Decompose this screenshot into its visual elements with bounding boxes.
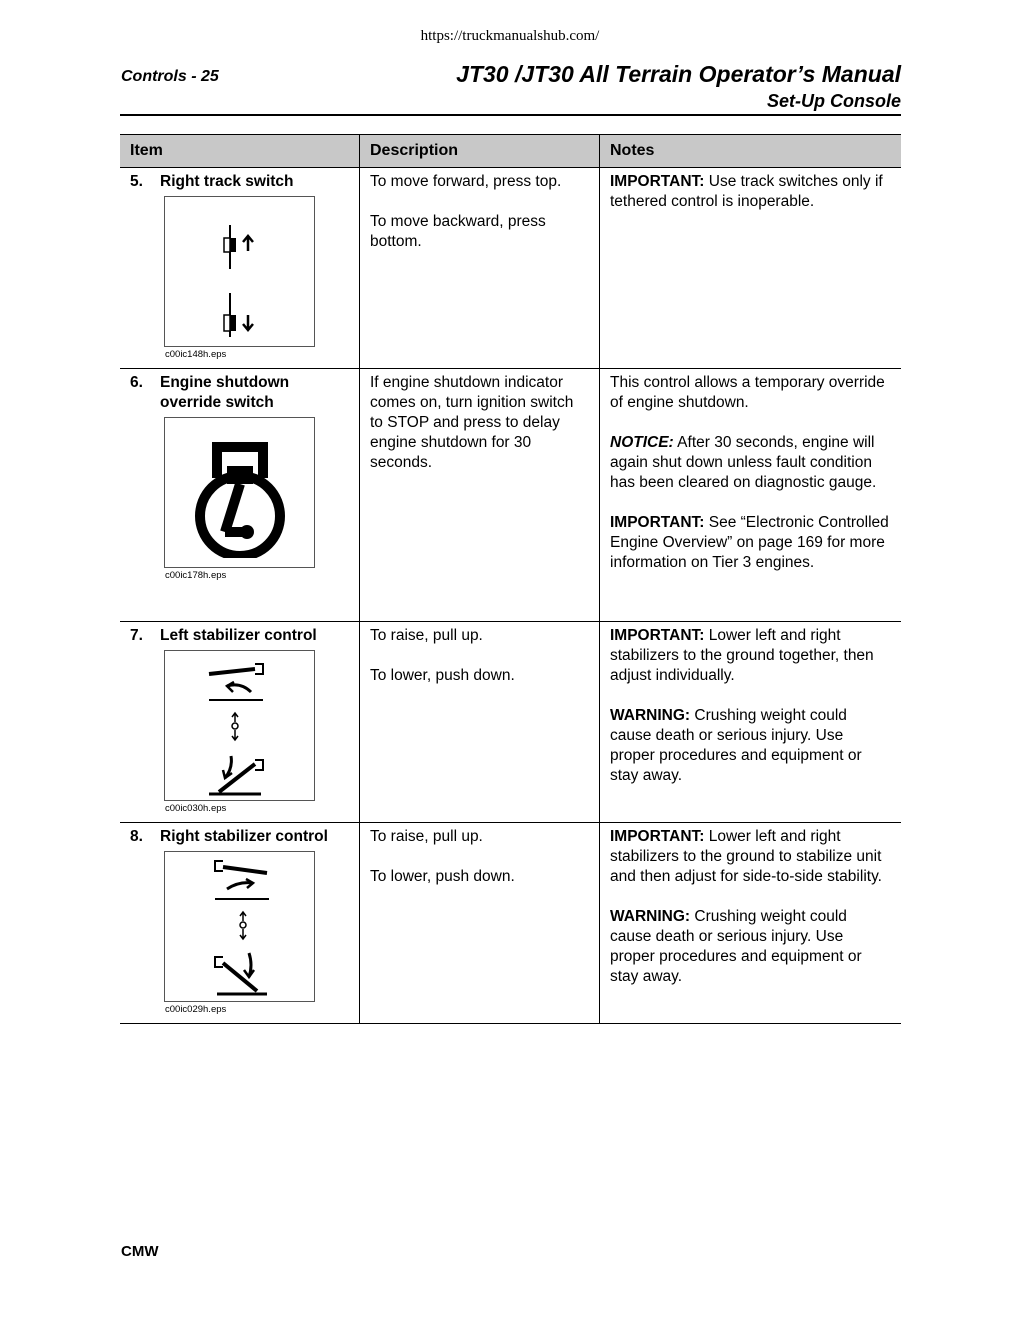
header-divider bbox=[120, 114, 901, 116]
item-cell bbox=[120, 369, 360, 622]
table-row bbox=[120, 369, 901, 622]
description-text: To lower, push down. bbox=[370, 667, 515, 684]
manual-title: JT30 /JT30 All Terrain Operator’s Manual bbox=[456, 61, 901, 87]
item-title: Right track switch bbox=[160, 173, 294, 190]
controls-table bbox=[120, 134, 901, 1024]
source-url[interactable]: https://truckmanualshub.com/ bbox=[420, 28, 600, 44]
notes-cell bbox=[600, 369, 902, 622]
note-text: Use track switches only if tethered control is inoperable. bbox=[610, 173, 883, 210]
engine-override-icon bbox=[164, 417, 315, 568]
table-row bbox=[120, 622, 901, 823]
note-text: Crushing weight could cause death or serious injury. Use proper procedures and equipment or stay away. bbox=[610, 707, 862, 784]
figure-label: c00ic178h.eps bbox=[165, 570, 227, 581]
note-label: IMPORTANT: bbox=[610, 828, 705, 845]
item-number: 6. bbox=[130, 374, 143, 391]
note-paragraph bbox=[610, 706, 891, 786]
description-text: To lower, push down. bbox=[370, 868, 515, 885]
note-label: IMPORTANT: bbox=[610, 627, 705, 644]
column-header-notes: Notes bbox=[600, 135, 902, 168]
description-text: To move forward, press top. bbox=[370, 173, 562, 190]
right-stabilizer-icon bbox=[164, 851, 315, 1002]
item-title: Engine shutdown override switch bbox=[160, 374, 290, 411]
description-text: If engine shutdown indicator comes on, turn ignition switch to STOP and press to delay engine shutdown for 30 seconds. bbox=[370, 374, 574, 471]
item-number: 5. bbox=[130, 173, 143, 190]
description-cell bbox=[360, 369, 600, 622]
figure-label: c00ic030h.eps bbox=[165, 803, 227, 814]
left-stabilizer-icon bbox=[164, 650, 315, 801]
note-text: See “Electronic Controlled Engine Overview” on page 169 for more information on Tier 3 engines. bbox=[610, 514, 889, 571]
note-label: NOTICE: bbox=[610, 434, 674, 451]
notes-cell bbox=[600, 823, 902, 1024]
note-paragraph: This control allows a temporary override of engine shutdown. bbox=[610, 374, 885, 411]
note-text: Crushing weight could cause death or serious injury. Use proper procedures and equipment or stay away. bbox=[610, 908, 862, 985]
note-paragraph bbox=[610, 626, 891, 686]
notes-cell bbox=[600, 168, 902, 369]
figure-label: c00ic029h.eps bbox=[165, 1004, 227, 1015]
item-title: Left stabilizer control bbox=[160, 627, 317, 644]
notes-cell bbox=[600, 622, 902, 823]
table-row bbox=[120, 168, 901, 369]
note-label: IMPORTANT: bbox=[610, 173, 705, 190]
description-cell bbox=[360, 168, 600, 369]
item-number: 7. bbox=[130, 627, 143, 644]
description-text: To move backward, press bottom. bbox=[370, 213, 546, 250]
item-cell bbox=[120, 823, 360, 1024]
track-switch-icon bbox=[164, 196, 315, 347]
table-header-row bbox=[120, 135, 901, 168]
note-text: Lower left and right stabilizers to the ground to stabilize unit and then adjust for side-to-side stability. bbox=[610, 828, 882, 885]
note-text: Lower left and right stabilizers to the ground together, then adjust individually. bbox=[610, 627, 874, 684]
note-label: IMPORTANT: bbox=[610, 514, 705, 531]
description-cell bbox=[360, 622, 600, 823]
note-text: After 30 seconds, engine will again shut down unless fault condition has been cleared on diagnostic gauge. bbox=[610, 434, 877, 491]
section-page-label: Controls - 25 bbox=[121, 68, 219, 85]
column-header-item: Item bbox=[120, 135, 360, 168]
note-label: WARNING: bbox=[610, 707, 691, 724]
note-paragraph bbox=[610, 433, 891, 493]
table-row bbox=[120, 823, 901, 1024]
note-paragraph bbox=[610, 172, 891, 212]
footer-label: CMW bbox=[121, 1243, 159, 1260]
section-title: Set-Up Console bbox=[766, 91, 901, 111]
description-text: To raise, pull up. bbox=[370, 828, 483, 845]
note-paragraph bbox=[610, 907, 891, 987]
note-paragraph bbox=[610, 827, 891, 887]
figure-label: c00ic148h.eps bbox=[165, 349, 227, 360]
item-cell bbox=[120, 622, 360, 823]
column-header-description: Description bbox=[360, 135, 600, 168]
note-paragraph bbox=[610, 513, 891, 573]
item-cell bbox=[120, 168, 360, 369]
note-label: WARNING: bbox=[610, 908, 691, 925]
description-text: To raise, pull up. bbox=[370, 627, 483, 644]
description-cell bbox=[360, 823, 600, 1024]
item-number: 8. bbox=[130, 828, 143, 845]
item-title: Right stabilizer control bbox=[160, 828, 328, 845]
